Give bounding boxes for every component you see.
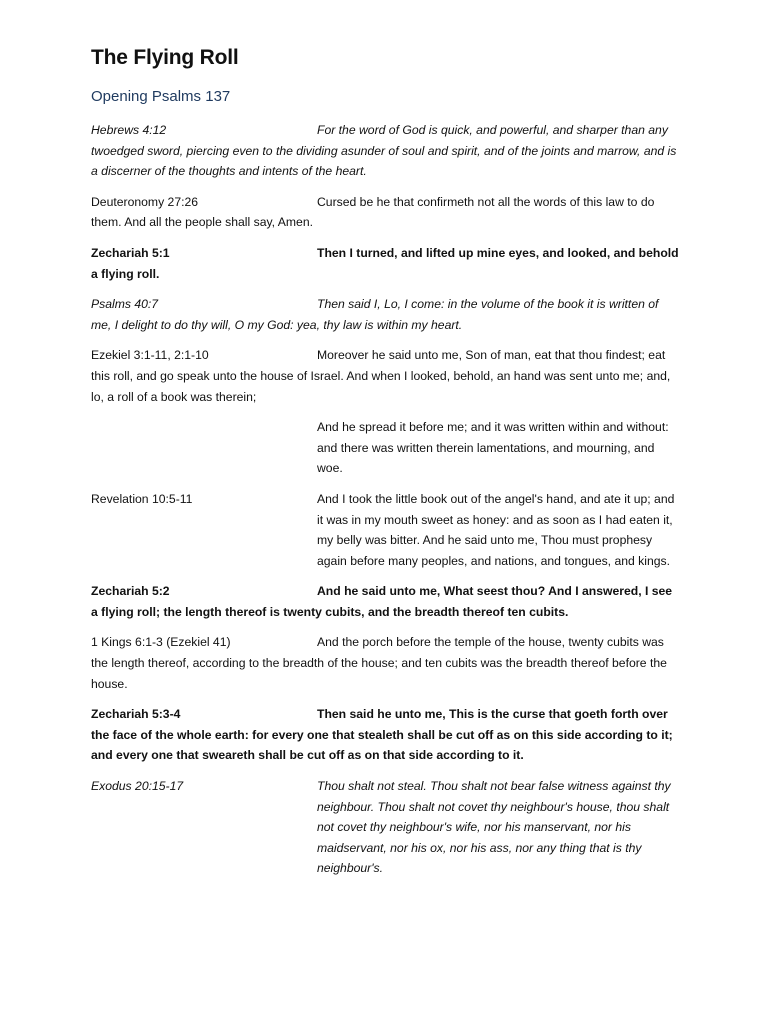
scripture-reference: Exodus 20:15-17 [91,779,184,794]
scripture-text: Then said he unto me, This is the curse that goeth forth over the face of the whole earth: for every one that stealeth shall be cut off as on this side according to it; and every one that sweareth shall be cut off as on that side according to it. [91,707,673,763]
scripture-entry [91,632,681,694]
scripture-text: Then said I, Lo, I come: in the volume of the book it is written of me, I delight to do thy will, O my God: yea, thy law is within my heart. [91,297,659,332]
scripture-continuation [317,417,681,479]
scripture-text: Moreover he said unto me, Son of man, eat that thou findest; eat this roll, and go speak unto the house of Israel. And when I looked, behold, an hand was sent unto me; and, lo, a roll of a book was therein; [91,348,671,404]
scripture-reference: Psalms 40:7 [91,297,159,312]
scripture-entry [91,704,681,766]
scripture-entry [91,776,681,879]
scripture-reference: Ezekiel 3:1-11, 2:1-10 [91,348,209,363]
scripture-text: And he said unto me, What seest thou? And I answered, I see a flying roll; the length thereof is twenty cubits, and the breadth thereof ten cubits. [91,584,673,619]
scripture-entry [91,120,681,182]
scripture-reference: Hebrews 4:12 [91,123,167,137]
scripture-text: Thou shalt not steal. Thou shalt not bear false witness against thy neighbour. Thou shalt not covet thy neighbour's house, thou shalt not covet thy neighbour's wife, nor his manservant, nor his maidservant, nor his ox, nor his ass, nor any thing that is thy neighbour's. [317,779,671,876]
scripture-reference: Zechariah 5:1 [91,245,170,260]
scripture-entry [91,345,681,407]
scripture-text: And the porch before the temple of the house, twenty cubits was the length thereof, according to the breadth of the house; and ten cubits was the breadth thereof before the house. [91,635,667,691]
scripture-entry [91,192,681,233]
scripture-reference: Zechariah 5:3-4 [91,707,181,722]
scripture-entry [91,581,681,622]
scripture-entry [91,294,681,335]
scripture-text: For the word of God is quick, and powerful, and sharper than any twoedged sword, piercing even to the dividing asunder of soul and spirit, and of the joints and marrow, and is a discerner of the thoughts and intents of the heart. [91,123,677,179]
document-title: The Flying Roll [91,46,239,69]
document-page [91,46,681,889]
scripture-reference: Zechariah 5:2 [91,584,170,599]
scripture-text: Cursed be he that confirmeth not all the words of this law to do them. And all the people shall say, Amen. [91,194,655,230]
scripture-entry [91,243,681,284]
scripture-text: And I took the little book out of the angel's hand, and ate it up; and it was in my mouth sweet as honey: and as soon as I had eaten it, my belly was bitter. And he said unto me, Thou must prophesy again before many peoples, and nations, and tongues, and kings. [317,491,675,568]
scripture-text: And he spread it before me; and it was written within and without: and there was written therein lamentations, and mourning, and woe. [317,420,669,476]
scripture-reference: Revelation 10:5-11 [91,491,193,506]
scripture-entry [91,489,681,571]
scripture-reference: Deuteronomy 27:26 [91,194,199,209]
scripture-text: Then I turned, and lifted up mine eyes, and looked, and behold a flying roll. [91,245,679,281]
document-subtitle: Opening Psalms 137 [91,88,231,105]
scripture-reference: 1 Kings 6:1-3 (Ezekiel 41) [91,635,231,650]
